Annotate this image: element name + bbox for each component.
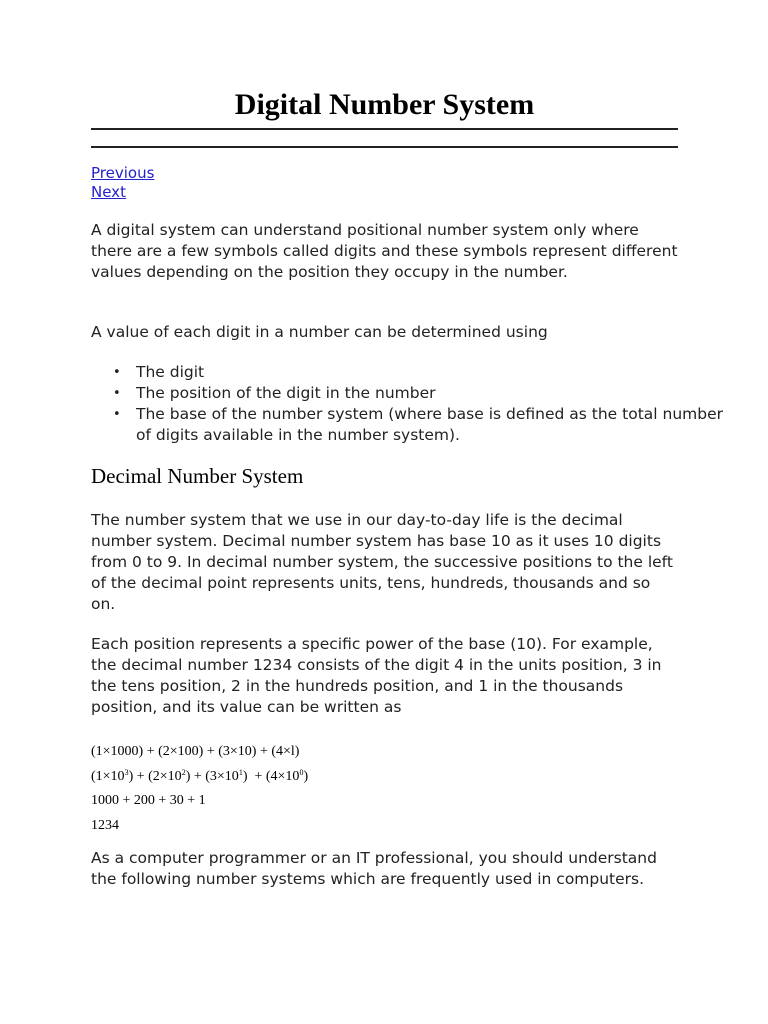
math-line: (1×1000) + (2×100) + (3×10) + (4×l)	[91, 744, 300, 759]
decimal-paragraph: The number system that we use in our day-to-day life is the decimal number system. Decimal number system has base 10 as it uses 10 digits from 0 to 9. In decimal number system, the successive positions to the left of the decimal point represents units, tens, hundreds, thousands and so on.	[91, 511, 673, 613]
intro-paragraph: A digital system can understand positional number system only where there are a few symbols called digits and these symbols represent different values depending on the position they occupy in the number.	[91, 221, 678, 281]
math-line: 1000 + 200 + 30 + 1	[91, 793, 206, 808]
list-item: • The base of the number system (where base is defined as the total number of digits available in the number system).	[136, 404, 723, 446]
list-item: • The digit	[136, 362, 723, 383]
horizontal-rule	[91, 146, 678, 148]
next-link[interactable]: Next	[91, 183, 126, 201]
intro-paragraph-2: A value of each digit in a number can be determined using	[91, 323, 548, 341]
horizontal-rule	[91, 128, 678, 130]
determinants-list	[91, 362, 723, 446]
math-line-powers: $(1\times 10^3) + (2\times 10^2) + (3\times 10^1) + (4\times 10^0)$	[91, 767, 309, 784]
math-expansion	[91, 740, 308, 838]
previous-link[interactable]: Previous	[91, 164, 155, 182]
closing-paragraph: As a computer programmer or an IT professional, you should understand the following number systems which are frequently used in computers.	[91, 849, 657, 888]
math-line: 1234	[91, 817, 119, 833]
decimal-paragraph-2: Each position represents a specific power of the base (10). For example, the decimal number 1234 consists of the digit 4 in the units position, 3 in the tens position, 2 in the hundreds position, and 1 in the thousands position, and its value can be written as	[91, 635, 662, 716]
section-heading: Decimal Number System	[91, 464, 304, 488]
page-title: Digital Number System	[234, 88, 535, 121]
list-item: • The position of the digit in the number	[136, 383, 723, 404]
nav-links	[91, 164, 154, 202]
